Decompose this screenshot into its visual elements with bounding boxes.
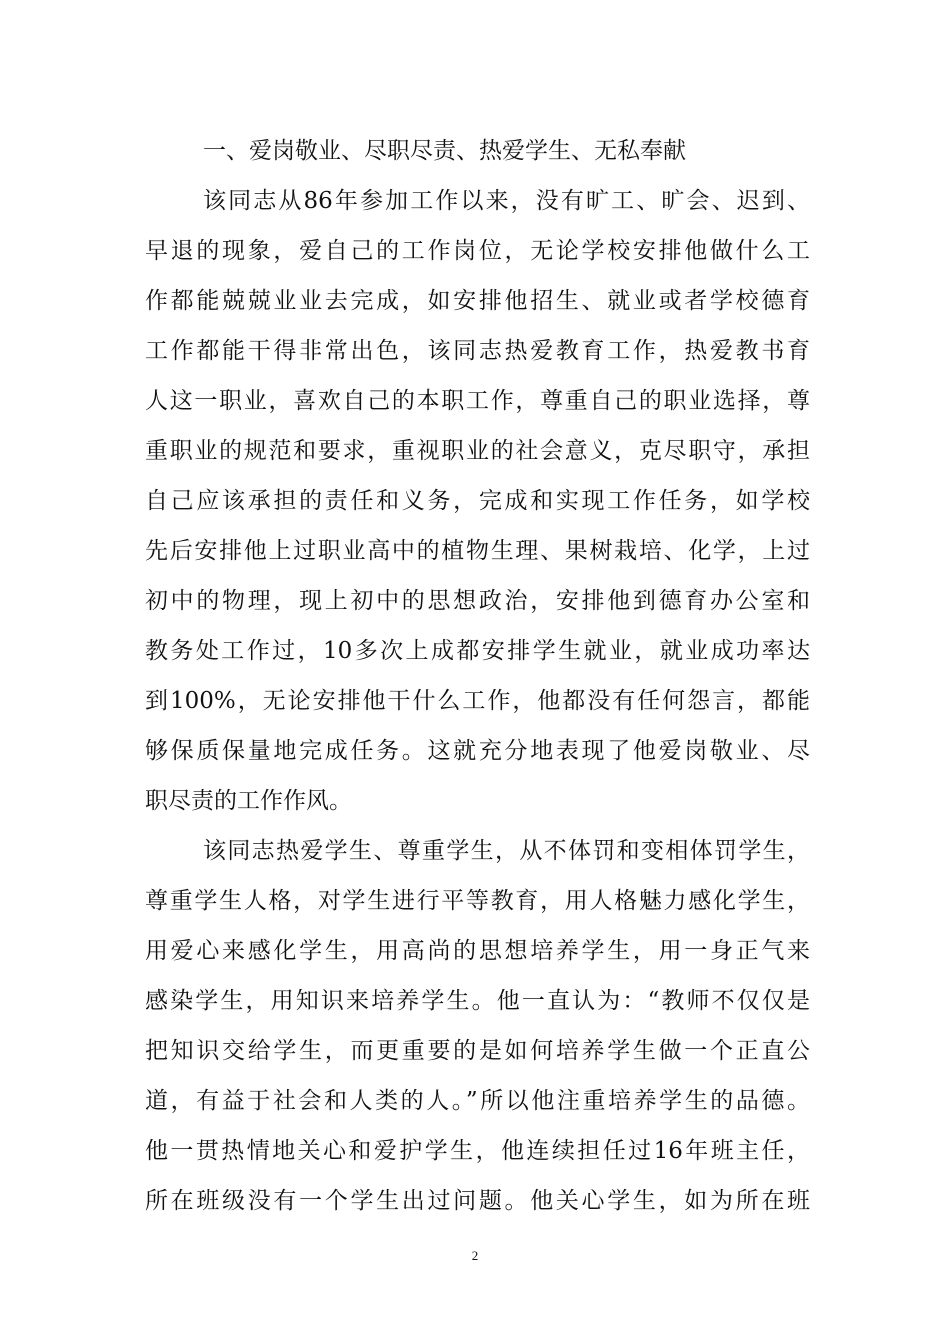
text-line: 把知识交给学生，而更重要的是如何培养学生做一个正直公: [145, 1038, 810, 1064]
text-line: 重职业的规范和要求，重视职业的社会意义，克尽职守，承担: [145, 438, 810, 464]
text-line: 自己应该承担的责任和义务，完成和实现工作任务，如学校: [145, 488, 810, 514]
text-line: 教务处工作过，10多次上成都安排学生就业，就业成功率达: [145, 638, 810, 664]
text-line: 人这一职业，喜欢自己的本职工作，尊重自己的职业选择，尊: [145, 388, 810, 414]
text-line: 职尽责的工作作风。: [145, 788, 352, 814]
text-line: 他一贯热情地关心和爱护学生，他连续担任过16年班主任，: [145, 1138, 810, 1164]
text-line: 该同志从86年参加工作以来，没有旷工、旷会、迟到、: [203, 188, 810, 214]
text-line: 尊重学生人格，对学生进行平等教育，用人格魅力感化学生，: [145, 888, 810, 914]
text-line: 早退的现象，爱自己的工作岗位，无论学校安排他做什么工: [145, 238, 810, 264]
text-line: 工作都能干得非常出色，该同志热爱教育工作，热爱教书育: [145, 338, 810, 364]
section-heading: 一、爱岗敬业、尽职尽责、热爱学生、无私奉献: [203, 138, 686, 164]
text-line: 用爱心来感化学生，用高尚的思想培养学生，用一身正气来: [145, 938, 810, 964]
text-line: 该同志热爱学生、尊重学生，从不体罚和变相体罚学生，: [203, 838, 810, 864]
document-body: [145, 126, 810, 1226]
paragraph-2: [145, 826, 810, 1226]
paragraph-1: [145, 176, 810, 826]
text-line: 感染学生，用知识来培养学生。他一直认为：“教师不仅仅是: [145, 988, 810, 1014]
text-line: 所在班级没有一个学生出过问题。他关心学生，如为所在班: [145, 1188, 810, 1214]
text-line: 先后安排他上过职业高中的植物生理、果树栽培、化学，上过: [145, 538, 810, 564]
page-number: 2: [471, 1248, 479, 1263]
text-line: 作都能兢兢业业去完成，如安排他招生、就业或者学校德育: [145, 288, 810, 314]
text-line: 道，有益于社会和人类的人。”所以他注重培养学生的品德。: [145, 1088, 810, 1114]
text-line: 够保质保量地完成任务。这就充分地表现了他爱岗敬业、尽: [145, 738, 810, 764]
text-line: 到100%，无论安排他干什么工作，他都没有任何怨言，都能: [145, 688, 810, 714]
text-line: 初中的物理，现上初中的思想政治，安排他到德育办公室和: [145, 588, 810, 614]
